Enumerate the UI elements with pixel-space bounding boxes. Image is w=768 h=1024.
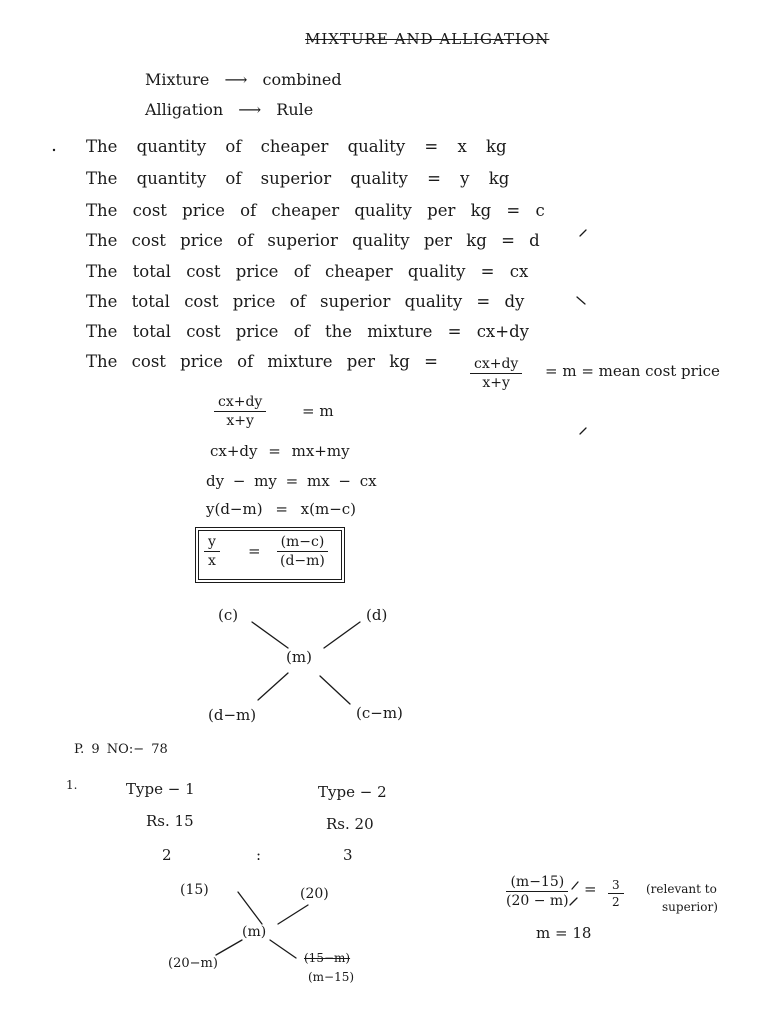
derivation-step: dy − my = mx − cx [206, 472, 377, 490]
cross-line [216, 940, 242, 955]
fraction-denominator: x+y [482, 375, 510, 391]
cross-line [320, 676, 350, 704]
fraction-denominator: x [208, 553, 216, 569]
mean-cost-line: The cost price of mixture per kg = [86, 352, 438, 371]
cross-top-left: (c) [218, 606, 239, 624]
arrow-icon: ⟶ [238, 100, 262, 119]
cross2-bottom-left: (20−m) [168, 956, 218, 971]
cross2-center: (m) [242, 924, 267, 940]
ink-dot [53, 149, 55, 151]
definition-meaning: Rule [276, 100, 314, 119]
solution-fraction [502, 874, 573, 909]
definition-meaning: combined [262, 70, 342, 89]
statement-line: The cost price of superior quality per kg = d [86, 231, 540, 250]
cross2-bottom-right: (m−15) [308, 970, 355, 984]
cross-line [270, 940, 296, 958]
statement-line: The total cost price of superior quality = dy [86, 292, 525, 311]
fraction-denominator: x+y [226, 413, 254, 429]
fraction-numerator: 3 [608, 878, 624, 894]
problem-number: 1. [66, 778, 78, 792]
statement-line: The quantity of superior quality = y kg [86, 169, 510, 188]
fraction-denominator: 2 [612, 895, 620, 909]
definition-term: Mixture [145, 70, 210, 89]
fraction-denominator: (d−m) [280, 553, 325, 569]
fraction-numerator: y [204, 534, 220, 552]
cross-center: (m) [286, 648, 312, 666]
type-2-label: Type − 2 [318, 783, 387, 801]
solution-answer: m = 18 [536, 924, 592, 942]
fraction-numerator: (m−c) [277, 534, 329, 552]
statement-line: The total cost price of cheaper quality = cx [86, 262, 529, 281]
solution-equals: = [584, 880, 597, 898]
statement-line: The cost price of cheaper quality per kg = c [86, 201, 545, 220]
type-2-price: Rs. 20 [326, 815, 374, 833]
derivation-rhs: = m [302, 402, 334, 420]
ratio-fraction [608, 878, 624, 909]
ratio-right: 3 [343, 846, 353, 864]
statement-line: The total cost price of the mixture = cx+dy [86, 322, 529, 341]
derivation-step: cx+dy = mx+my [210, 442, 350, 460]
solution-note-line1: (relevant to [646, 882, 717, 896]
cross2-top-right: (20) [300, 886, 329, 902]
tick-mark [580, 230, 586, 236]
tick-mark [577, 297, 585, 304]
cross-line [278, 905, 308, 924]
cross-line [252, 622, 288, 648]
mean-cost-suffix: = m = mean cost price [545, 362, 720, 380]
type-1-label: Type − 1 [126, 780, 195, 798]
cross-line [238, 892, 262, 924]
ratio-separator: : [256, 846, 262, 864]
arrow-icon: ⟶ [224, 70, 248, 89]
tick-mark [580, 428, 586, 434]
boxed-equals: = [248, 542, 261, 560]
ratio-left: 2 [162, 846, 172, 864]
tick-mark [572, 882, 578, 889]
cross2-struck-value: (15−m) [304, 951, 351, 965]
definition-term: Alligation [145, 100, 224, 119]
derivation-step: y(d−m) = x(m−c) [206, 500, 357, 518]
cross2-top-left: (15) [180, 882, 209, 898]
cross-line [324, 622, 360, 648]
statement-line: The quantity of cheaper quality = x kg [86, 137, 507, 156]
solution-note-line2: superior) [662, 900, 718, 914]
fraction-numerator: cx+dy [214, 394, 266, 412]
page-title: MIXTURE AND ALLIGATION [305, 30, 550, 48]
fraction-denominator: (20 − m) [506, 893, 569, 909]
fraction-numerator: cx+dy [470, 356, 522, 374]
type-1-price: Rs. 15 [146, 812, 194, 830]
cross-bottom-right: (c−m) [356, 704, 403, 722]
cross-line [258, 673, 288, 700]
cross-bottom-left: (d−m) [208, 706, 257, 724]
cross-top-right: (d) [366, 606, 388, 624]
fraction-numerator: (m−15) [506, 874, 568, 892]
page-reference: P. 9 NO:− 78 [74, 742, 168, 757]
